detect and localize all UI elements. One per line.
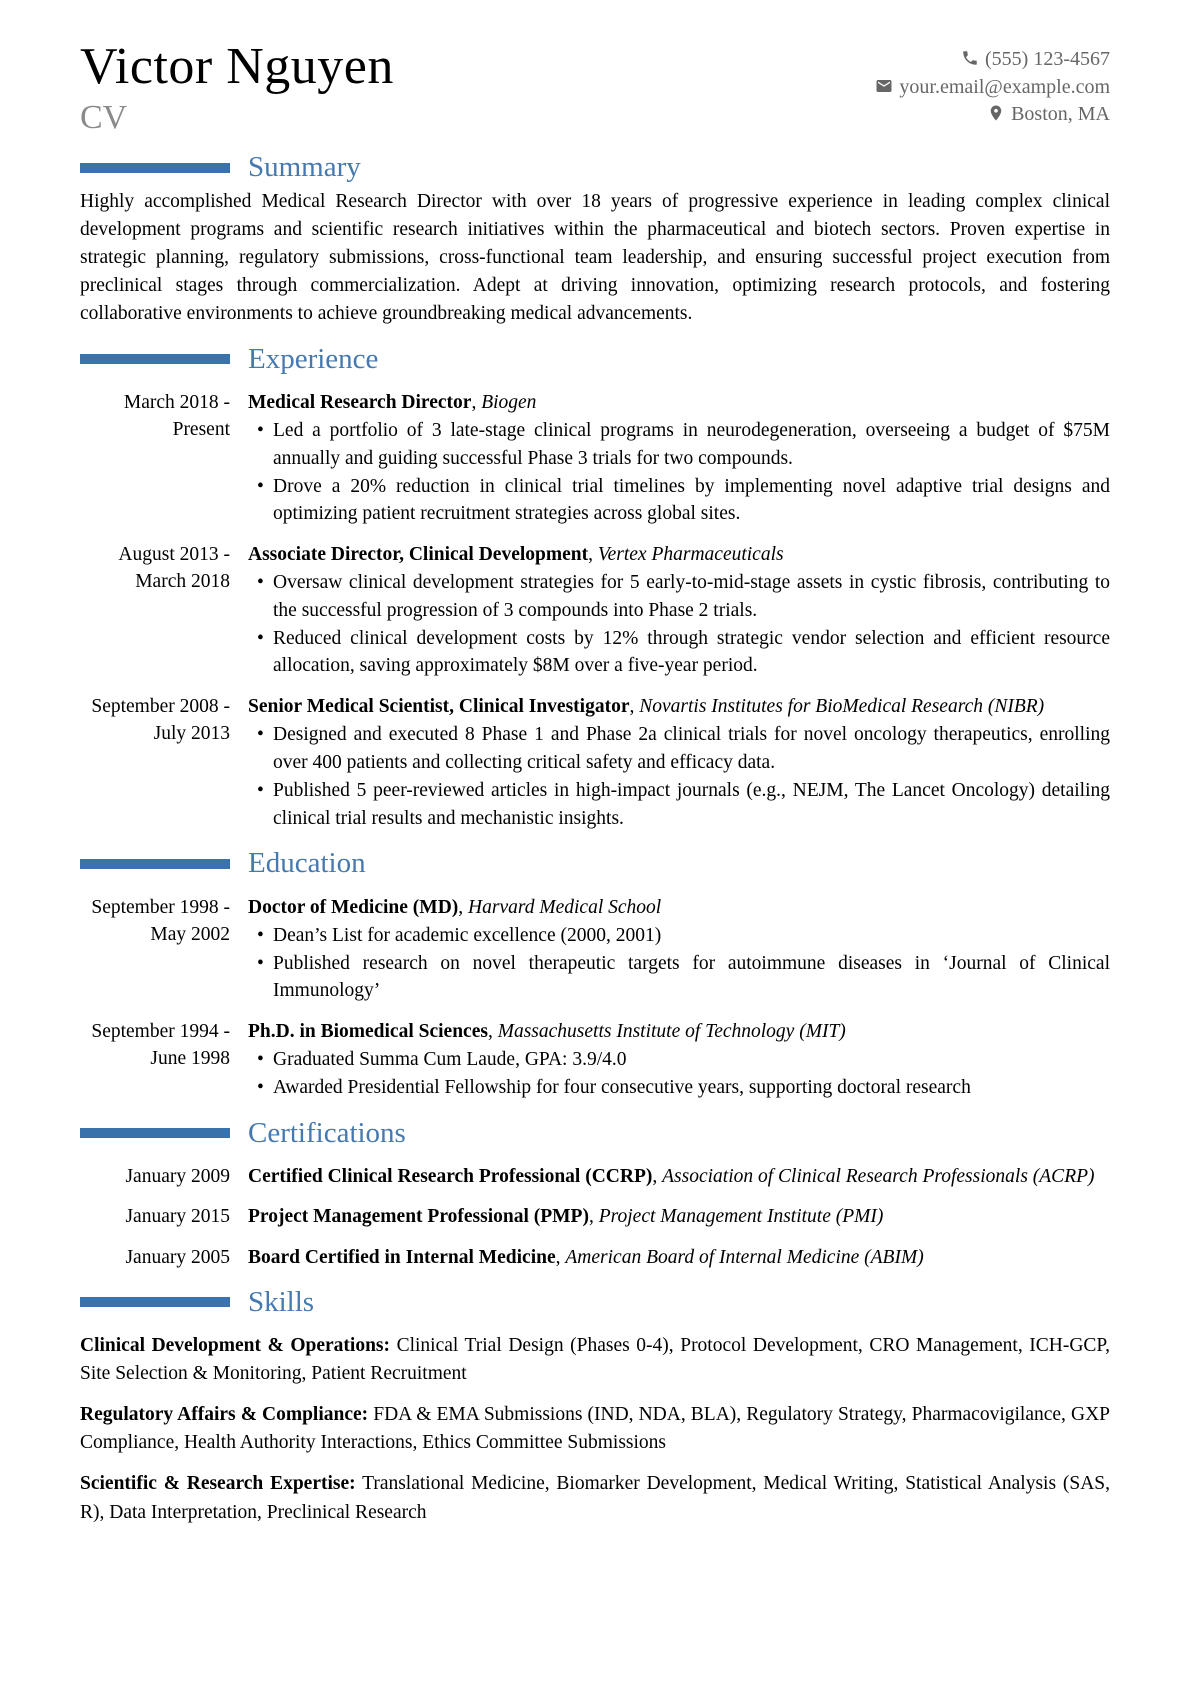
section-rule: [80, 354, 230, 364]
separator: ,: [629, 696, 640, 718]
page-title: Victor Nguyen: [80, 38, 394, 95]
job-title: Associate Director, Clinical Development: [248, 544, 589, 566]
entry-content: [248, 1244, 1110, 1271]
employer: Biogen: [481, 392, 537, 414]
section-rule: [80, 1297, 230, 1307]
certification-entry: [80, 1163, 1110, 1190]
skill-list: FDA & EMA Submissions (IND, NDA, BLA), Regulatory Strategy, Pharmacovigilance, GXP Compliance, Health Authority Interactions, Ethics Committee Submissions: [80, 1404, 1111, 1454]
skill-list: Translational Medicine, Biomarker Development, Medical Writing, Statistical Analysis (SAS, R), Data Interpretation, Preclinical Research: [80, 1473, 1111, 1523]
experience-entry: [80, 693, 1110, 832]
job-title: Medical Research Director: [248, 392, 472, 414]
section-rule: [80, 163, 230, 173]
entry-content: [248, 894, 1110, 1005]
issuing-org: Project Management Institute (PMI): [598, 1206, 884, 1228]
cv-label: CV: [80, 98, 128, 136]
issuing-org: Association of Clinical Research Professionals (ACRP): [662, 1165, 1095, 1187]
education-entry: [80, 1018, 1110, 1102]
summary-text: Highly accomplished Medical Research Director with over 18 years of progressive experience in leading complex clinical development programs and scientific research initiatives within the pharmaceutical and biotech sectors. Proven expertise in strategic planning, regulatory submissions, cross-functional team leadership, and ensuring successful project execution from preclinical stages through commercialization. Adept at driving innovation, optimizing research protocols, and fostering collaborative environments to achieve groundbreaking medical advancements.: [80, 191, 1110, 324]
bullet-item: • Reduced clinical development costs by 12% through strategic vendor selection and efficient resource allocation, saving approximately $8M over a five-year period.: [273, 625, 1110, 680]
section-title-experience: Experience: [248, 342, 379, 375]
location-text: Boston, MA: [1011, 103, 1110, 126]
skill-group: [80, 1401, 1110, 1457]
entry-date: September 1994 - June 1998: [91, 1020, 230, 1070]
entry-content: [248, 389, 1110, 528]
entry-date: January 2015: [125, 1206, 230, 1228]
section-certifications-heading: [80, 1117, 1110, 1150]
bullet-item: • Dean’s List for academic excellence (2000, 2001): [273, 922, 1110, 950]
separator: ,: [652, 1165, 663, 1187]
entry-bullets: [248, 1046, 1110, 1101]
entry-title: [248, 1203, 1110, 1230]
entry-date: March 2018 - Present: [123, 392, 230, 441]
separator: ,: [471, 392, 482, 414]
location-icon: [987, 104, 1005, 122]
certification-name: Certified Clinical Research Professional (CCRP): [248, 1165, 653, 1187]
section-title-education: Education: [248, 847, 366, 880]
certification-name: Board Certified in Internal Medicine: [248, 1246, 556, 1268]
section-title-summary: Summary: [248, 150, 361, 183]
email-address: your.email@example.com: [899, 75, 1110, 98]
job-title: Senior Medical Scientist, Clinical Investigator: [248, 696, 630, 718]
school-name: Massachusetts Institute of Technology (MIT): [497, 1020, 846, 1042]
bullet-item: • Drove a 20% reduction in clinical trial timelines by implementing novel adaptive trial designs and optimizing patient recruitment strategies across global sites.: [273, 473, 1110, 528]
phone-icon: [961, 49, 979, 67]
entry-content: [248, 1203, 1110, 1230]
school-name: Harvard Medical School: [468, 896, 662, 918]
entry-title: [248, 1018, 1110, 1045]
certification-entry: [80, 1244, 1110, 1271]
skill-category-label: Scientific & Research Expertise:: [80, 1473, 356, 1495]
section-title-certifications: Certifications: [248, 1116, 406, 1149]
section-rule: [80, 859, 230, 869]
bullet-item: • Awarded Presidential Fellowship for four consecutive years, supporting doctoral research: [273, 1074, 1110, 1102]
entry-title: [248, 1244, 1110, 1271]
entry-bullets: [248, 569, 1110, 680]
skill-list: Clinical Trial Design (Phases 0-4), Protocol Development, CRO Management, ICH-GCP, Site Selection & Monitoring, Patient Recruitment: [80, 1335, 1110, 1385]
section-summary-heading: [80, 151, 1110, 184]
bullet-item: • Graduated Summa Cum Laude, GPA: 3.9/4.0: [273, 1046, 1110, 1074]
contact-location: [875, 101, 1110, 129]
entry-date: September 1998 - May 2002: [91, 896, 230, 945]
section-title-skills: Skills: [248, 1285, 315, 1318]
employer: Vertex Pharmaceuticals: [597, 544, 784, 566]
entry-title: [248, 894, 1110, 921]
contact-email: [875, 74, 1110, 102]
bullet-item: • Designed and executed 8 Phase 1 and Phase 2a clinical trials for novel oncology therapeutics, enrolling over 400 patients and collecting critical safety and efficacy data.: [273, 721, 1110, 776]
contact-phone: [875, 46, 1110, 74]
skill-category-label: Clinical Development & Operations:: [80, 1335, 391, 1357]
entry-date: September 2008 - July 2013: [91, 696, 230, 745]
entry-content: [248, 1018, 1110, 1102]
contact-info: [875, 46, 1110, 129]
degree-title: Doctor of Medicine (MD): [248, 896, 459, 918]
section-education-heading: [80, 847, 1110, 880]
bullet-item: • Published 5 peer-reviewed articles in high-impact journals (e.g., NEJM, The Lancet Oncology) detailing clinical trial results and mechanistic insights.: [273, 777, 1110, 832]
bullet-item: • Oversaw clinical development strategies for 5 early-to-mid-stage assets in cystic fibrosis, contributing to the successful progression of 3 compounds into Phase 2 trials.: [273, 569, 1110, 624]
entry-content: [248, 1163, 1110, 1190]
entry-title: [248, 1163, 1110, 1190]
entry-content: [248, 693, 1110, 832]
degree-title: Ph.D. in Biomedical Sciences: [248, 1020, 488, 1042]
entry-date: August 2013 - March 2018: [118, 544, 230, 593]
separator: ,: [487, 1020, 498, 1042]
section-skills-heading: [80, 1286, 1110, 1319]
bullet-item: • Published research on novel therapeutic targets for autoimmune diseases in ‘Journal of Clinical Immunology’: [273, 950, 1110, 1005]
employer: Novartis Institutes for BioMedical Research (NIBR): [639, 696, 1045, 718]
entry-content: [248, 541, 1110, 680]
issuing-org: American Board of Internal Medicine (ABIM): [565, 1246, 924, 1268]
entry-bullets: [248, 417, 1110, 528]
separator: ,: [588, 1206, 599, 1228]
skill-group: [80, 1470, 1110, 1526]
entry-title: [248, 541, 1110, 568]
bullet-item: • Led a portfolio of 3 late-stage clinical programs in neurodegeneration, overseeing a budget of $75M annually and guiding successful Phase 3 trials for two compounds.: [273, 417, 1110, 472]
header: [80, 40, 1110, 136]
skill-group: [80, 1332, 1110, 1388]
entry-title: [248, 693, 1110, 720]
separator: ,: [588, 544, 598, 566]
email-icon: [875, 77, 893, 95]
experience-entry: [80, 541, 1110, 680]
experience-entry: [80, 389, 1110, 528]
certification-name: Project Management Professional (PMP): [248, 1206, 589, 1228]
entry-bullets: [248, 922, 1110, 1005]
separator: ,: [458, 896, 469, 918]
section-rule: [80, 1128, 230, 1138]
entry-date: January 2009: [125, 1165, 230, 1187]
certification-entry: [80, 1203, 1110, 1230]
entry-date: January 2005: [125, 1246, 230, 1268]
skill-category-label: Regulatory Affairs & Compliance:: [80, 1404, 369, 1426]
separator: ,: [555, 1246, 566, 1268]
education-entry: [80, 894, 1110, 1005]
name-block: [80, 40, 394, 136]
entry-bullets: [248, 721, 1110, 832]
entry-title: [248, 389, 1110, 416]
phone-number: (555) 123-4567: [985, 48, 1110, 70]
section-experience-heading: [80, 343, 1110, 376]
